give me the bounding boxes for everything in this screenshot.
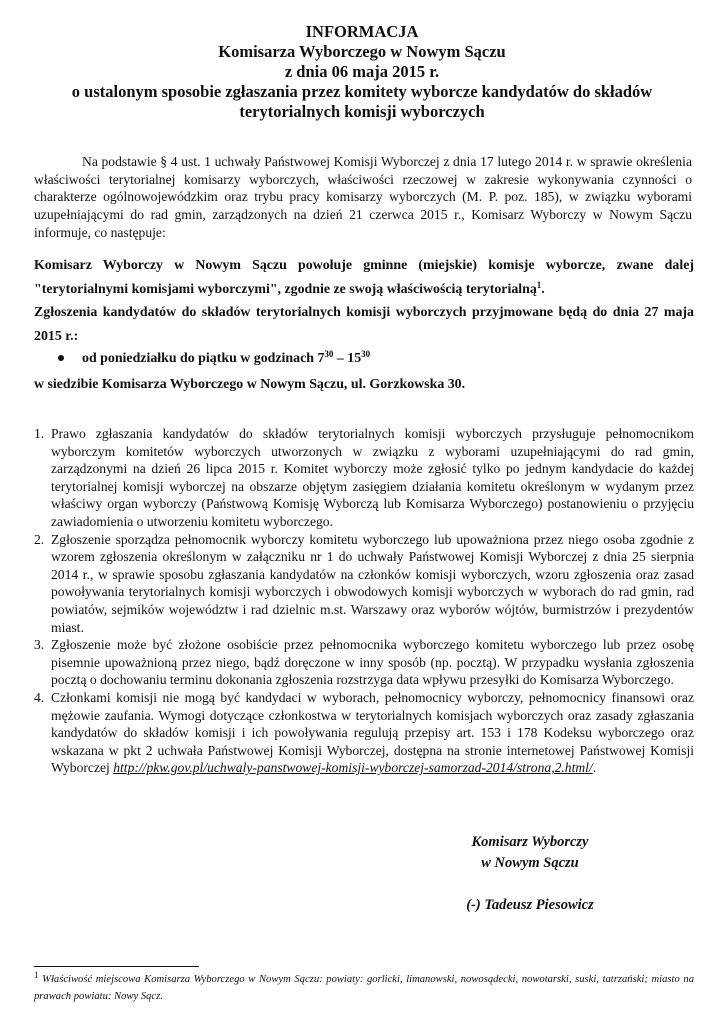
appointment-paragraph xyxy=(34,254,694,302)
footnote-divider xyxy=(34,966,199,967)
list-item xyxy=(34,689,694,777)
hours-minutes-start: 30 xyxy=(324,349,334,359)
list-item-text: Zgłoszenie sporządza pełnomocnik wyborczy komitetu wyborczego lub upoważniona przez niego osoba zgodnie z wzorem zgłoszenia określonym w załączniku nr 1 do uchwały Państwowej Komisji Wyborczej z dnia 25 sierpnia 2014 r., w sprawie sposobu zgłaszania kandydatów na członków komisji wyborczych, wzoru zgłoszenia oraz zasad powoływania terytorialnych komisji wyborczych i obwodowych komisji wyborczych w wyborach do rad gmin, rad powiatów, sejmików województw i rad dzielnic m.st. Warszawy oraz wyborów wójtów, burmistrzów i prezydentów miast. xyxy=(51,531,694,635)
pkw-link[interactable]: http://pkw.gov.pl/uchwaly-panstwowej-komisji-wyborczej-samorzad-2014/strona,2.html/ xyxy=(113,760,593,776)
intro-paragraph: Na podstawie § 4 ust. 1 uchwały Państwowej Komisji Wyborczej z dnia 17 lutego 2014 r. w sprawie określenia właściwości terytorialnej komisarzy wyborczych, właściwości rzeczowej w zakresie wykonywania czynności o charakterze ogólnowojewódzkim oraz trybu pracy komisarzy wyborczych (M. P. poz. 185), w związku wyborami uzupełniającymi do rad gmin, zarządzonych na dzień 21 czerwca 2015 r., Komisarz Wyborczy w Nowym Sączu informuje, co następuje: xyxy=(34,154,692,240)
list-item xyxy=(34,425,694,531)
list-item xyxy=(34,636,694,689)
footnote xyxy=(34,971,694,1005)
header-subject: o ustalonym sposobie zgłaszania przez komitety wyborcze kandydatów do składów xyxy=(71,82,653,101)
list-number: 3. xyxy=(34,637,45,653)
signature-block xyxy=(440,832,620,916)
hours-bullet xyxy=(34,347,370,371)
list-item xyxy=(34,531,694,637)
list-item-end: . xyxy=(592,760,597,776)
list-item-text: Zgłoszenie może być złożone osobiście przez pełnomocnika wyborczego komitetu wyborczego lub przez osobę pisemnie upoważnioną przez niego, bądź doręczone w inny sposób (np. pocztą). W przypadku wysłania zgłoszenia pocztą o dochowaniu terminu dokonania zgłoszenia rozstrzyga data wpływu przesyłki do Komisarza Wyborczego. xyxy=(51,637,694,688)
numbered-list xyxy=(34,425,694,777)
document-header xyxy=(0,22,724,122)
header-subject-cont: terytorialnych komisji wyborczych xyxy=(239,102,485,121)
signature-location: w Nowym Sączu xyxy=(481,854,579,871)
signature-title: Komisarz Wyborczy xyxy=(471,834,589,850)
list-number: 4. xyxy=(34,689,45,705)
appointment-text: Komisarz Wyborczy w Nowym Sączu powołuje gminne (miejskie) komisje wyborcze, zwane dalej "terytorialnymi komisjami wyborczymi", zgodnie ze swoją właściwością terytorialną xyxy=(34,258,694,297)
signature-name: (-) Tadeusz Piesowicz xyxy=(466,897,594,913)
bullet-icon xyxy=(58,355,64,361)
deadline-paragraph: Zgłoszenia kandydatów do składów terytorialnych komisji wyborczych przyjmowane będą do dnia 27 maja 2015 r.: xyxy=(34,305,694,344)
list-item-text: Członkami komisji nie mogą być kandydaci w wyborach, pełnomocnicy wyborczy, pełnomocnicy finansowi oraz mężowie zaufania. Wymogi dotyczące członkostwa w terytorialnych komisjach wyborczych oraz zasady zgłaszania kandydatów do składów komisji i ich powoływania regulują przepisy art. 153 i 178 Kodeksu wyborczego oraz wskazana w pkt 2 uchwała Państwowej Komisji Wyborczej, dostępna na stronie internetowej Państwowej Komisji Wyborczej xyxy=(51,689,694,776)
header-issuer: Komisarza Wyborczego w Nowym Sączu xyxy=(218,42,506,61)
footnote-text: Właściwość miejscowa Komisarza Wyborczego w Nowym Sączu: powiaty: gorlicki, limanowski, nowosądecki, nowotarski, suski, tatrzański; miasto na prawach powiatu: Nowy Sącz. xyxy=(34,974,694,1002)
footnote-ref: 1 xyxy=(536,280,542,290)
location-paragraph: w siedzibie Komisarza Wyborczego w Nowym Sączu, ul. Gorzkowska 30. xyxy=(34,377,466,392)
hours-text-mid: – 15 xyxy=(333,351,362,366)
list-number: 2. xyxy=(34,531,45,547)
header-title: INFORMACJA xyxy=(305,22,419,41)
hours-minutes-end: 30 xyxy=(361,349,371,359)
list-number: 1. xyxy=(34,426,45,441)
header-date: z dnia 06 maja 2015 r. xyxy=(284,62,440,81)
list-item-text: Prawo zgłaszania kandydatów do składów terytorialnych komisji wyborczych przysługuje pełnomocnikom wyborczym komitetów wyborczych utworzonych w związku z wyborami uzupełniającymi do rad gmin, zarządzonymi na dzień 26 lipca 2015 r. Komitet wyborczy może zgłosić tylko po jednym kandydacie do każdej terytorialnej komisji wyborczej na obszarze objętym zasięgiem działania komitetu określonym w wydanym przez właściwy organ wyborczy (Państwową Komisję Wyborczą lub Komisarza Wyborczego) postanowieniu o przyjęciu zawiadomienia o utworzeniu komitetu wyborczego. xyxy=(51,426,694,529)
hours-text-start: od poniedziałku do piątku w godzinach 7 xyxy=(82,351,325,366)
footnote-mark: 1 xyxy=(34,970,39,980)
appointment-end: . xyxy=(541,282,545,297)
